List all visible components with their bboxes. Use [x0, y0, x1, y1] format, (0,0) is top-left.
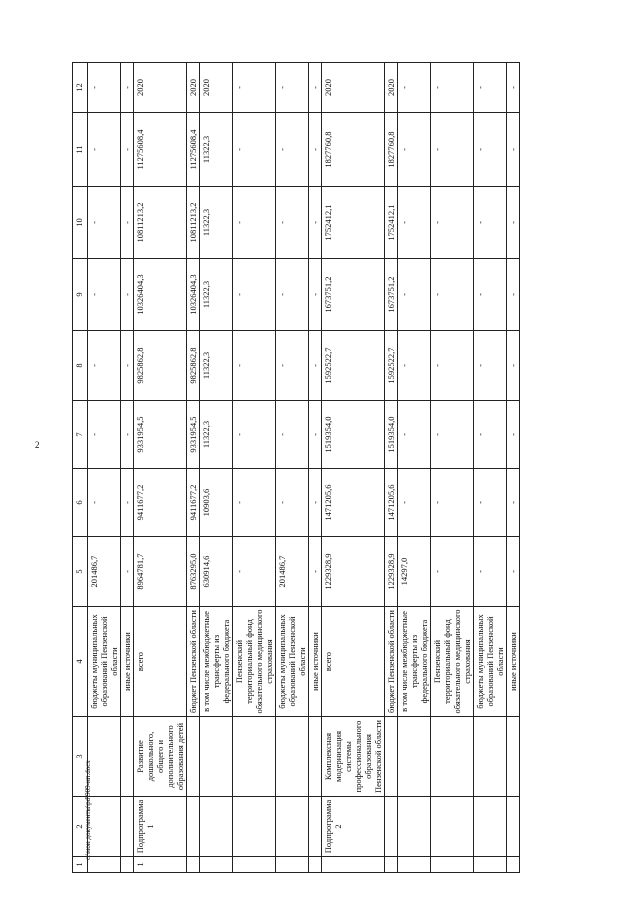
table-cell — [474, 797, 507, 857]
table-cell: 1752412,1 — [385, 187, 398, 259]
table-cell: в том числе межбюджетные трансферты из федерального бюджета — [200, 607, 233, 717]
table-cell: - — [309, 537, 322, 607]
table-cell: - — [398, 331, 431, 401]
table-cell: 1519354,0 — [385, 401, 398, 469]
table-cell: - — [233, 259, 276, 331]
table-cell: 11275608,4 — [134, 113, 187, 187]
table-cell: - — [431, 401, 474, 469]
table-cell: 2020 — [385, 63, 398, 113]
table-cell: 2020 — [134, 63, 187, 113]
table-cell — [398, 717, 431, 797]
table-cell — [431, 797, 474, 857]
column-number: 11 — [73, 113, 88, 187]
table-row — [134, 63, 187, 873]
table-cell: - — [507, 259, 520, 331]
table-cell: - — [276, 113, 309, 187]
table-cell: 10326404,3 — [187, 259, 200, 331]
table-cell: 630914,6 — [200, 537, 233, 607]
budget-table — [72, 62, 520, 873]
table-row — [187, 63, 200, 873]
table-cell — [200, 797, 233, 857]
table-cell — [309, 797, 322, 857]
table-cell: 11275608,4 — [187, 113, 200, 187]
table-cell: - — [233, 469, 276, 537]
table-cell: - — [121, 537, 134, 607]
table-cell — [233, 797, 276, 857]
table-cell — [121, 797, 134, 857]
table-cell: - — [121, 401, 134, 469]
table-cell: - — [309, 401, 322, 469]
table-cell: 201486,7 — [276, 537, 309, 607]
table-cell: 1471205,6 — [385, 469, 398, 537]
table-cell: - — [431, 469, 474, 537]
table-cell: иные источники — [121, 607, 134, 717]
table-cell: - — [309, 259, 322, 331]
table-cell — [121, 857, 134, 873]
table-cell: 11322,3 — [200, 401, 233, 469]
table-cell: - — [507, 187, 520, 259]
table-cell — [187, 797, 200, 857]
table-cell: - — [88, 331, 121, 401]
table-cell — [121, 717, 134, 797]
table-cell — [200, 717, 233, 797]
column-number: 2 — [73, 797, 88, 857]
table-cell: - — [233, 401, 276, 469]
table-cell: - — [474, 537, 507, 607]
table-cell: - — [309, 63, 322, 113]
column-number: 5 — [73, 537, 88, 607]
table-cell: - — [88, 187, 121, 259]
table-cell: бюджет Пензенской области — [385, 607, 398, 717]
table-cell: - — [309, 331, 322, 401]
column-number: 6 — [73, 469, 88, 537]
table-cell: - — [474, 63, 507, 113]
table-cell — [233, 857, 276, 873]
table-cell: - — [276, 469, 309, 537]
table-cell — [507, 717, 520, 797]
table-cell: - — [121, 187, 134, 259]
table-cell: 11322,3 — [200, 113, 233, 187]
table-cell: 1592522,7 — [385, 331, 398, 401]
table-cell: 2020 — [322, 63, 385, 113]
table-cell — [276, 797, 309, 857]
table-cell: бюджеты муниципальных образований Пензенской области — [88, 607, 121, 717]
table-cell — [431, 717, 474, 797]
table-cell: бюджеты муниципальных образований Пензенской области — [276, 607, 309, 717]
table-cell: - — [431, 331, 474, 401]
table-row — [233, 63, 276, 873]
table-cell — [276, 857, 309, 873]
table-cell: - — [507, 469, 520, 537]
table-cell: - — [398, 469, 431, 537]
table-cell: Комплексная модернизация системы профессионального образования Пензенской области — [322, 717, 385, 797]
table-cell: 10811213,2 — [187, 187, 200, 259]
table-cell: 1471205,6 — [322, 469, 385, 537]
page-number: 2 — [35, 440, 40, 450]
table-cell: - — [276, 331, 309, 401]
table-cell: - — [121, 331, 134, 401]
table-cell: - — [431, 113, 474, 187]
table-cell: Развитие дошкольного, общего и дополнительного образования детей — [134, 717, 187, 797]
table-cell: бюджет Пензенской области — [187, 607, 200, 717]
table-cell: Подпрограмма 2 — [322, 797, 385, 857]
table-cell: иные источники — [507, 607, 520, 717]
table-cell: 1673751,2 — [385, 259, 398, 331]
table-cell: 11322,3 — [200, 331, 233, 401]
column-number: 8 — [73, 331, 88, 401]
table-cell: - — [309, 113, 322, 187]
table-cell: - — [507, 63, 520, 113]
table-row — [385, 63, 398, 873]
table-cell: - — [88, 63, 121, 113]
table-cell: - — [398, 401, 431, 469]
table-cell: - — [431, 259, 474, 331]
table-row — [474, 63, 507, 873]
table-cell: - — [276, 187, 309, 259]
table-cell: 201486,7 — [88, 537, 121, 607]
table-cell: 9411677,2 — [134, 469, 187, 537]
table-cell: - — [474, 331, 507, 401]
table-cell: 8763295,0 — [187, 537, 200, 607]
table-cell: иные источники — [309, 607, 322, 717]
table-cell: 8964781,7 — [134, 537, 187, 607]
table-cell: в том числе межбюджетные трансферты из федерального бюджета — [398, 607, 431, 717]
table-cell: - — [474, 187, 507, 259]
table-row — [322, 63, 385, 873]
table-cell — [187, 717, 200, 797]
table-cell — [474, 857, 507, 873]
table-cell — [474, 717, 507, 797]
table-cell — [507, 857, 520, 873]
table-cell: 9411677,2 — [187, 469, 200, 537]
table-cell: - — [233, 113, 276, 187]
table-cell: - — [233, 187, 276, 259]
table-cell: 1519354,0 — [322, 401, 385, 469]
table-cell: 14297,0 — [398, 537, 431, 607]
footer-path: c:\мои документы\pd\909-нп.docx — [84, 760, 92, 860]
table-cell: 9825862,8 — [187, 331, 200, 401]
table-cell: - — [88, 259, 121, 331]
table-cell: 1 — [134, 857, 187, 873]
table-cell: - — [507, 113, 520, 187]
table-cell: - — [88, 401, 121, 469]
table-cell — [398, 857, 431, 873]
table-cell: - — [309, 469, 322, 537]
table-cell: Пензенский территориальный фонд обязательного медицинского страхования — [233, 607, 276, 717]
table-cell — [507, 797, 520, 857]
table-cell: всего — [322, 607, 385, 717]
table-cell: - — [233, 331, 276, 401]
table-row — [398, 63, 431, 873]
table-cell: 9331954,5 — [187, 401, 200, 469]
table-cell: - — [431, 63, 474, 113]
table-cell: - — [233, 537, 276, 607]
table-cell: 1229328,9 — [385, 537, 398, 607]
table-cell: 1827760,8 — [322, 113, 385, 187]
table-cell: бюджеты муниципальных образований Пензенской области — [474, 607, 507, 717]
table-cell: 1673751,2 — [322, 259, 385, 331]
table-cell: - — [398, 113, 431, 187]
table-cell: - — [276, 259, 309, 331]
table-cell — [200, 857, 233, 873]
table-cell — [322, 857, 385, 873]
table-cell — [385, 797, 398, 857]
table-cell: - — [121, 113, 134, 187]
table-cell: - — [121, 259, 134, 331]
table-cell — [276, 717, 309, 797]
table-row — [200, 63, 233, 873]
table-cell: - — [398, 259, 431, 331]
table-cell: Подпрограмма 1 — [134, 797, 187, 857]
table-cell: 11322,3 — [200, 187, 233, 259]
table-cell: 10903,6 — [200, 469, 233, 537]
column-number: 7 — [73, 401, 88, 469]
table-cell: 2020 — [187, 63, 200, 113]
table-cell: - — [121, 469, 134, 537]
table-cell: 1592522,7 — [322, 331, 385, 401]
table-cell — [309, 857, 322, 873]
table-cell: - — [507, 537, 520, 607]
table-cell: Пензенский территориальный фонд обязательного медицинского страхования — [431, 607, 474, 717]
table-cell: - — [474, 113, 507, 187]
table-row — [507, 63, 520, 873]
column-number: 4 — [73, 607, 88, 717]
table-cell: - — [507, 331, 520, 401]
table-cell: - — [276, 401, 309, 469]
table-cell — [385, 717, 398, 797]
table-cell: - — [474, 469, 507, 537]
table-cell: всего — [134, 607, 187, 717]
table-cell — [233, 717, 276, 797]
table-cell: 10811213,2 — [134, 187, 187, 259]
table-cell: 10326404,3 — [134, 259, 187, 331]
table-cell: 9825862,8 — [134, 331, 187, 401]
table-cell — [398, 797, 431, 857]
column-number: 10 — [73, 187, 88, 259]
table-row — [276, 63, 309, 873]
table-cell: - — [121, 63, 134, 113]
table-cell: 1229328,9 — [322, 537, 385, 607]
table-cell: - — [474, 401, 507, 469]
table-cell — [385, 857, 398, 873]
table-cell — [187, 857, 200, 873]
column-number: 12 — [73, 63, 88, 113]
table-cell: - — [233, 63, 276, 113]
table-cell: - — [474, 259, 507, 331]
table-cell: - — [88, 113, 121, 187]
table-cell — [431, 857, 474, 873]
table-cell: 1752412,1 — [322, 187, 385, 259]
table-cell: - — [431, 537, 474, 607]
rotated-table-wrapper — [72, 63, 582, 873]
table-cell: - — [276, 63, 309, 113]
table-cell: - — [431, 187, 474, 259]
column-number: 3 — [73, 717, 88, 797]
table-cell: - — [398, 63, 431, 113]
column-number: 9 — [73, 259, 88, 331]
table-cell: - — [507, 401, 520, 469]
column-number: 1 — [73, 857, 88, 873]
table-cell — [309, 717, 322, 797]
table-row — [431, 63, 474, 873]
table-row — [309, 63, 322, 873]
table-cell: - — [398, 187, 431, 259]
table-cell: 9331954,5 — [134, 401, 187, 469]
table-cell: - — [88, 469, 121, 537]
table-cell: 2020 — [200, 63, 233, 113]
table-cell: 1827760,8 — [385, 113, 398, 187]
table-cell: 11322,3 — [200, 259, 233, 331]
table-row — [121, 63, 134, 873]
table-cell: - — [309, 187, 322, 259]
